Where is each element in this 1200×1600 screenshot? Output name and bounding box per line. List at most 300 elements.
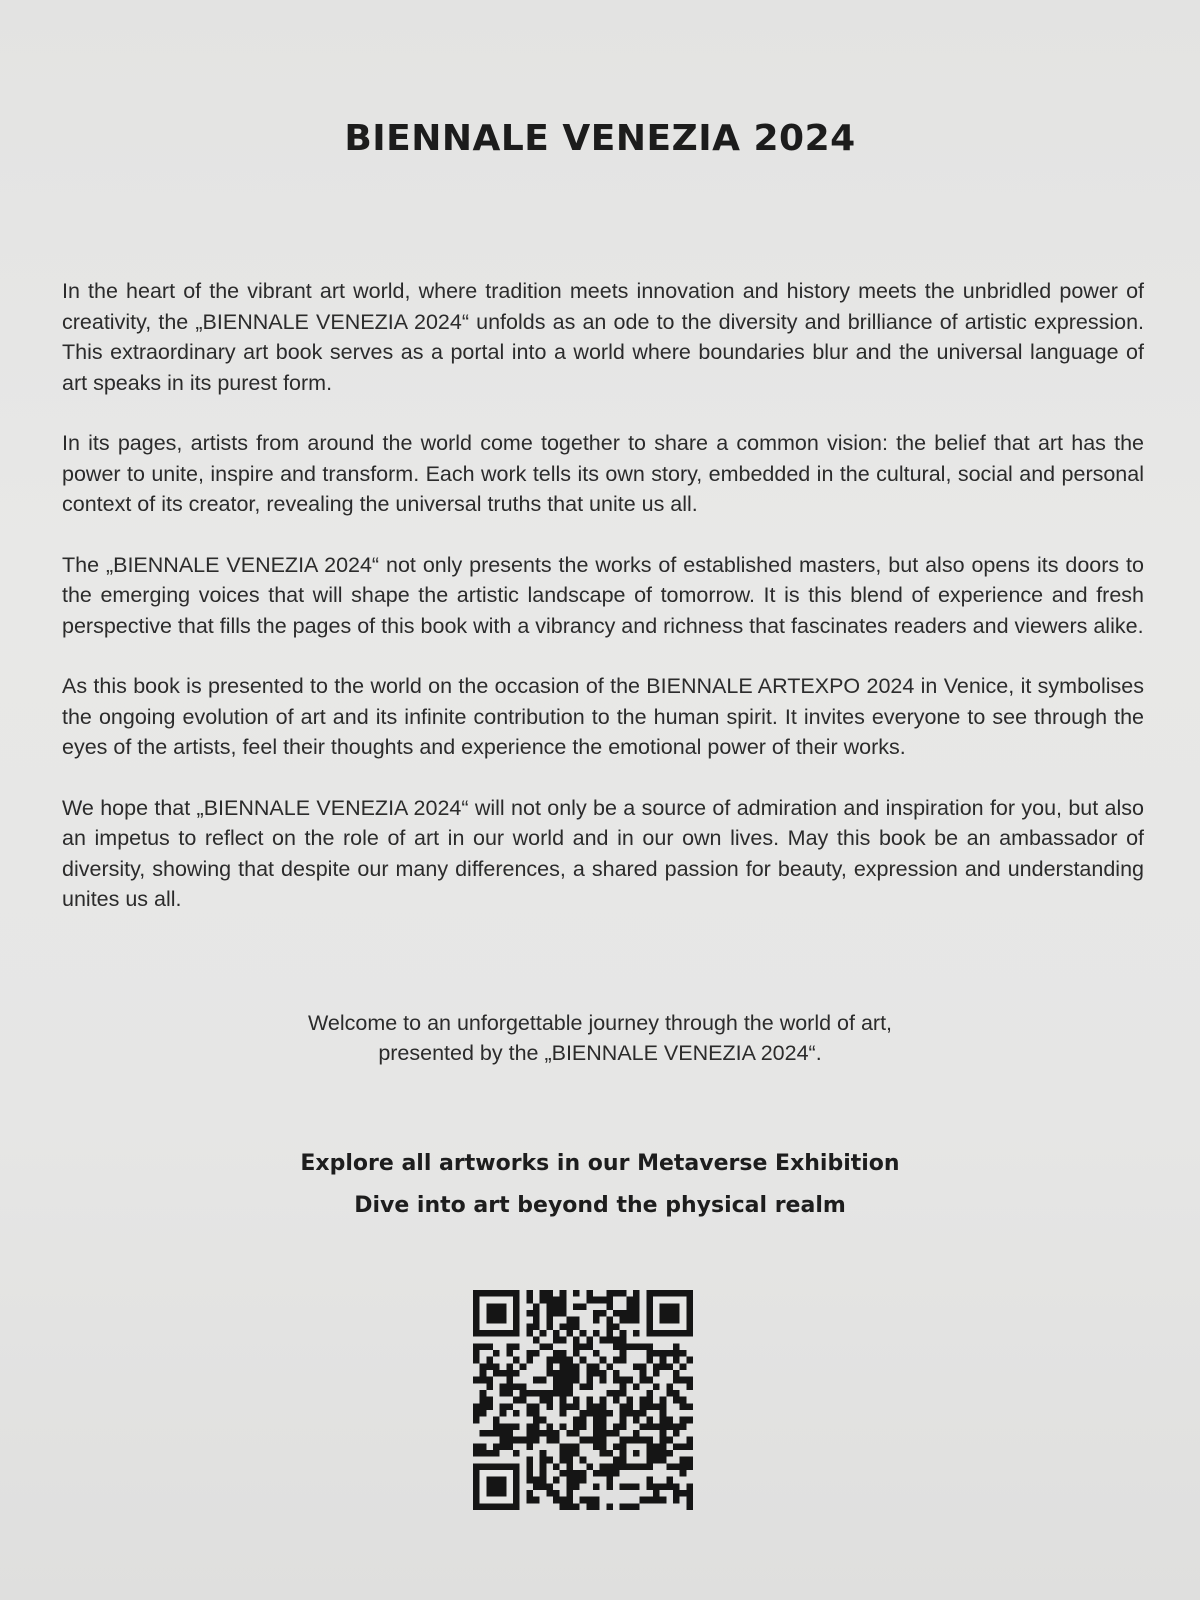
qr-module xyxy=(540,1290,547,1297)
qr-module xyxy=(640,1497,647,1504)
qr-module xyxy=(600,1417,607,1424)
qr-module xyxy=(480,1450,487,1457)
qr-module xyxy=(520,1363,527,1370)
qr-module xyxy=(660,1397,667,1404)
qr-module xyxy=(486,1363,493,1370)
qr-module xyxy=(633,1430,640,1437)
explore-line-2: Dive into art beyond the physical realm xyxy=(354,1193,846,1218)
qr-module xyxy=(606,1450,613,1457)
qr-module xyxy=(493,1443,500,1450)
qr-module xyxy=(653,1490,660,1497)
qr-module xyxy=(586,1363,593,1370)
qr-module xyxy=(486,1303,506,1323)
qr-module xyxy=(566,1317,573,1324)
qr-module xyxy=(626,1297,633,1304)
qr-module xyxy=(646,1483,653,1490)
qr-module xyxy=(673,1490,680,1497)
qr-module xyxy=(673,1357,680,1364)
qr-module xyxy=(533,1350,540,1357)
qr-module xyxy=(586,1410,593,1417)
qr-module xyxy=(593,1470,600,1477)
qr-module xyxy=(493,1417,500,1424)
qr-module xyxy=(573,1430,580,1437)
qr-module xyxy=(586,1297,593,1304)
paragraph-artists: In its pages, artists from around the world come together to share a common vision: the belief that art has the power to unite, inspire and transform. Each work tells its own story, embedded in the cultural, social and personal context of its creator, revealing the universal truths that unite us all. xyxy=(62,431,1144,516)
qr-module xyxy=(546,1483,553,1490)
qr-module xyxy=(500,1430,507,1437)
qr-module xyxy=(533,1377,540,1384)
qr-module xyxy=(686,1457,693,1464)
qr-module xyxy=(506,1350,513,1357)
qr-module xyxy=(666,1437,673,1444)
qr-module xyxy=(573,1503,580,1510)
qr-module xyxy=(600,1297,607,1304)
qr-module xyxy=(493,1370,500,1377)
qr-module xyxy=(566,1383,573,1390)
qr-module xyxy=(620,1417,627,1424)
qr-module xyxy=(546,1357,553,1364)
qr-module xyxy=(640,1463,647,1470)
qr-module xyxy=(473,1357,480,1364)
qr-module xyxy=(660,1483,667,1490)
qr-module xyxy=(646,1350,653,1357)
qr-module xyxy=(573,1397,580,1404)
qr-module xyxy=(673,1423,680,1430)
qr-module xyxy=(686,1403,693,1410)
qr-module xyxy=(560,1443,567,1450)
qr-module xyxy=(666,1423,673,1430)
qr-module xyxy=(526,1430,533,1437)
qr-module xyxy=(573,1303,580,1310)
qr-module xyxy=(486,1343,493,1350)
qr-module xyxy=(686,1383,693,1390)
qr-module xyxy=(566,1477,573,1484)
qr-module xyxy=(673,1370,680,1377)
qr-module xyxy=(586,1497,593,1504)
qr-module xyxy=(613,1290,620,1297)
qr-module xyxy=(560,1470,567,1477)
qr-module xyxy=(586,1343,593,1350)
qr-module xyxy=(560,1397,567,1404)
qr-module xyxy=(660,1350,667,1357)
qr-module xyxy=(606,1323,613,1330)
qr-module xyxy=(500,1437,507,1444)
qr-module xyxy=(573,1417,580,1424)
qr-module xyxy=(506,1443,513,1450)
qr-module xyxy=(500,1410,507,1417)
qr-module xyxy=(593,1483,600,1490)
qr-module xyxy=(633,1503,640,1510)
qr-module xyxy=(566,1503,573,1510)
qr-module xyxy=(620,1290,627,1297)
qr-module xyxy=(653,1403,660,1410)
qr-module xyxy=(640,1423,647,1430)
qr-module xyxy=(480,1410,487,1417)
qr-module xyxy=(593,1330,600,1337)
qr-module xyxy=(573,1317,580,1324)
qr-module xyxy=(513,1450,520,1457)
qr-module xyxy=(526,1330,533,1337)
qr-module xyxy=(506,1343,513,1350)
qr-module xyxy=(553,1350,560,1357)
qr-module xyxy=(613,1470,620,1477)
qr-module xyxy=(680,1363,687,1370)
qr-module xyxy=(620,1390,627,1397)
qr-module xyxy=(533,1310,540,1317)
qr-module xyxy=(680,1423,687,1430)
qr-module xyxy=(653,1383,660,1390)
qr-module xyxy=(666,1363,673,1370)
qr-module xyxy=(600,1370,607,1377)
qr-module xyxy=(593,1363,600,1370)
qr-module xyxy=(573,1423,580,1430)
qr-module xyxy=(506,1377,513,1384)
qr-module xyxy=(573,1470,580,1477)
qr-module xyxy=(546,1423,553,1430)
qr-module xyxy=(580,1330,587,1337)
qr-module xyxy=(486,1377,493,1384)
qr-module xyxy=(660,1457,667,1464)
qr-module xyxy=(633,1437,640,1444)
qr-module xyxy=(560,1363,567,1370)
qr-module xyxy=(573,1290,580,1297)
qr-module xyxy=(673,1497,680,1504)
qr-module xyxy=(680,1377,687,1384)
qr-module xyxy=(553,1390,560,1397)
qr-module xyxy=(540,1397,547,1404)
qr-module xyxy=(660,1450,667,1457)
qr-module xyxy=(606,1337,613,1344)
qr-module xyxy=(560,1423,567,1430)
qr-module xyxy=(560,1377,567,1384)
qr-module xyxy=(593,1297,600,1304)
qr-module xyxy=(500,1443,507,1450)
qr-module xyxy=(573,1483,580,1490)
qr-module xyxy=(640,1343,647,1350)
qr-module xyxy=(506,1437,513,1444)
qr-module xyxy=(673,1483,680,1490)
qr-module xyxy=(506,1370,513,1377)
qr-module xyxy=(513,1343,520,1350)
paragraph-hope: We hope that „BIENNALE VENEZIA 2024“ will not only be a source of admiration and inspiration for you, but also an impetus to reflect on the role of art in our world and in our own lives. May this book be an ambassador of diversity, showing that despite our many differences, a shared passion for beauty, expression and understanding unites us all. xyxy=(62,795,1144,911)
qr-module xyxy=(646,1443,653,1450)
qr-module xyxy=(546,1403,553,1410)
metaverse-callout xyxy=(0,1143,1200,1227)
explore-line-1: Explore all artworks in our Metaverse Exhibition xyxy=(300,1151,900,1176)
qr-module xyxy=(640,1437,647,1444)
qr-module xyxy=(553,1383,560,1390)
qr-module xyxy=(540,1417,547,1424)
qr-module xyxy=(573,1337,580,1344)
qr-module xyxy=(653,1443,660,1450)
qr-module xyxy=(606,1410,613,1417)
qr-module xyxy=(653,1483,660,1490)
qr-module xyxy=(633,1310,640,1317)
qr-module xyxy=(560,1503,567,1510)
qr-module xyxy=(673,1343,680,1350)
qr-module xyxy=(586,1437,593,1444)
qr-module xyxy=(613,1337,620,1344)
qr-module xyxy=(686,1490,693,1497)
qr-module xyxy=(540,1470,547,1477)
qr-module xyxy=(666,1463,673,1470)
qr-module xyxy=(633,1410,640,1417)
qr-module xyxy=(600,1463,607,1470)
qr-module xyxy=(560,1370,567,1377)
qr-module xyxy=(646,1463,653,1470)
qr-module xyxy=(626,1463,633,1470)
qr-module xyxy=(653,1370,660,1377)
qr-module xyxy=(646,1417,653,1424)
qr-module xyxy=(546,1317,553,1324)
qr-module xyxy=(560,1310,567,1317)
qr-module xyxy=(646,1357,653,1364)
qr-module xyxy=(526,1463,533,1470)
qr-module xyxy=(566,1470,573,1477)
qr-module xyxy=(480,1430,487,1437)
qr-module xyxy=(613,1443,620,1450)
qr-module xyxy=(646,1390,653,1397)
qr-module xyxy=(620,1423,627,1430)
qr-module xyxy=(600,1397,607,1404)
qr-module xyxy=(680,1417,687,1424)
qr-module xyxy=(566,1497,573,1504)
qr-module xyxy=(500,1403,507,1410)
qr-module xyxy=(626,1377,633,1384)
qr-module xyxy=(686,1443,693,1450)
qr-module xyxy=(613,1457,620,1464)
qr-module xyxy=(640,1410,647,1417)
qr-module xyxy=(533,1410,540,1417)
qr-module xyxy=(573,1477,580,1484)
qr-module xyxy=(566,1370,573,1377)
qr-module xyxy=(560,1290,567,1297)
qr-module xyxy=(600,1410,607,1417)
qr-module xyxy=(553,1490,560,1497)
qr-module xyxy=(673,1443,680,1450)
qr-module xyxy=(566,1490,573,1497)
qr-module xyxy=(646,1457,653,1464)
qr-module xyxy=(486,1383,493,1390)
qr-module xyxy=(533,1403,540,1410)
qr-module xyxy=(553,1463,560,1470)
qr-module xyxy=(560,1403,567,1410)
qr-module xyxy=(566,1357,573,1364)
qr-module xyxy=(593,1430,600,1437)
qr-module xyxy=(660,1437,667,1444)
qr-module xyxy=(540,1430,547,1437)
qr-module xyxy=(680,1490,687,1497)
qr-module xyxy=(506,1383,513,1390)
qr-module xyxy=(600,1337,607,1344)
qr-module xyxy=(600,1470,607,1477)
qr-module xyxy=(626,1397,633,1404)
qr-module xyxy=(526,1290,533,1297)
qr-module xyxy=(673,1390,680,1397)
qr-module xyxy=(580,1303,587,1310)
qr-module xyxy=(640,1363,647,1370)
qr-module xyxy=(473,1350,480,1357)
qr-module xyxy=(566,1443,573,1450)
welcome-line-1: Welcome to an unforgettable journey through the world of art, xyxy=(307,1011,893,1035)
qr-module xyxy=(533,1437,540,1444)
qr-module xyxy=(686,1483,693,1490)
qr-module xyxy=(620,1330,627,1337)
qr-code-icon[interactable] xyxy=(473,1290,693,1510)
qr-module xyxy=(520,1390,527,1397)
qr-module xyxy=(620,1343,627,1350)
qr-module xyxy=(546,1290,553,1297)
qr-module xyxy=(546,1323,553,1330)
qr-module xyxy=(553,1377,560,1384)
qr-module xyxy=(606,1390,613,1397)
qr-module xyxy=(546,1437,553,1444)
qr-module xyxy=(600,1423,607,1430)
qr-module xyxy=(480,1370,487,1377)
qr-module xyxy=(660,1430,667,1437)
qr-module xyxy=(646,1397,653,1404)
qr-module xyxy=(620,1483,627,1490)
qr-module xyxy=(633,1297,640,1304)
qr-module xyxy=(593,1497,600,1504)
qr-module xyxy=(673,1463,680,1470)
qr-module xyxy=(653,1497,660,1504)
qr-module xyxy=(660,1497,667,1504)
qr-module xyxy=(666,1350,673,1357)
qr-module xyxy=(660,1403,667,1410)
qr-module xyxy=(573,1363,580,1370)
qr-module xyxy=(500,1370,507,1377)
qr-module xyxy=(526,1437,533,1444)
qr-module xyxy=(686,1377,693,1384)
qr-module xyxy=(480,1363,487,1370)
qr-module xyxy=(473,1450,480,1457)
qr-module xyxy=(633,1383,640,1390)
qr-module xyxy=(540,1457,547,1464)
qr-module xyxy=(633,1290,640,1297)
qr-module xyxy=(573,1370,580,1377)
qr-module xyxy=(560,1323,567,1330)
qr-module xyxy=(566,1390,573,1397)
qr-module xyxy=(486,1477,506,1497)
qr-module xyxy=(473,1417,480,1424)
qr-module xyxy=(580,1423,587,1430)
qr-module xyxy=(526,1310,533,1317)
qr-module xyxy=(560,1383,567,1390)
qr-module xyxy=(586,1503,593,1510)
qr-module xyxy=(666,1417,673,1424)
qr-module xyxy=(653,1350,660,1357)
qr-module xyxy=(640,1377,647,1384)
qr-module xyxy=(593,1403,600,1410)
qr-module xyxy=(573,1450,580,1457)
qr-module xyxy=(520,1437,527,1444)
qr-module xyxy=(593,1350,600,1357)
qr-module xyxy=(526,1457,533,1464)
qr-module xyxy=(606,1430,613,1437)
qr-module xyxy=(533,1497,540,1504)
qr-module xyxy=(473,1377,480,1384)
qr-module xyxy=(526,1350,533,1357)
qr-module xyxy=(673,1377,680,1384)
qr-module xyxy=(566,1330,573,1337)
qr-module xyxy=(640,1403,647,1410)
qr-module xyxy=(513,1370,520,1377)
qr-module xyxy=(626,1303,633,1310)
qr-module xyxy=(620,1350,627,1357)
qr-module xyxy=(566,1450,573,1457)
qr-module xyxy=(613,1423,620,1430)
qr-module xyxy=(680,1397,687,1404)
qr-module xyxy=(620,1457,627,1464)
qr-module xyxy=(620,1437,627,1444)
qr-module xyxy=(613,1397,620,1404)
qr-module xyxy=(526,1477,533,1484)
qr-module xyxy=(600,1357,607,1364)
qr-module xyxy=(560,1357,567,1364)
qr-module xyxy=(573,1403,580,1410)
body-text xyxy=(62,276,1144,945)
qr-module xyxy=(633,1483,640,1490)
qr-module xyxy=(580,1410,587,1417)
qr-module xyxy=(506,1363,513,1370)
qr-module xyxy=(580,1437,587,1444)
qr-module xyxy=(500,1390,507,1397)
qr-module xyxy=(653,1457,660,1464)
qr-module xyxy=(620,1443,627,1450)
qr-module xyxy=(513,1383,520,1390)
qr-module xyxy=(606,1477,613,1484)
qr-module xyxy=(586,1290,593,1297)
qr-module xyxy=(620,1463,627,1470)
qr-module xyxy=(686,1417,693,1424)
qr-module xyxy=(666,1383,673,1390)
paragraph-masters: The „BIENNALE VENEZIA 2024“ not only presents the works of established masters, but also opens its doors to the emerging voices that will shape the artistic landscape of tomorrow. It is this blend of experience and fresh perspective that fills the pages of this book with a vibrancy and richness that fascinates readers and viewers alike. xyxy=(62,552,1144,638)
qr-module xyxy=(686,1463,693,1470)
qr-module xyxy=(573,1350,580,1357)
qr-module xyxy=(480,1343,487,1350)
qr-module xyxy=(626,1437,633,1444)
qr-module xyxy=(553,1370,560,1377)
qr-module xyxy=(686,1503,693,1510)
qr-module xyxy=(593,1423,600,1430)
qr-module xyxy=(620,1410,627,1417)
qr-module xyxy=(606,1317,613,1324)
qr-module xyxy=(506,1390,513,1397)
qr-module xyxy=(500,1423,507,1430)
qr-module xyxy=(600,1310,607,1317)
qr-module xyxy=(593,1370,600,1377)
qr-module xyxy=(566,1323,573,1330)
qr-module xyxy=(606,1330,613,1337)
qr-module xyxy=(606,1303,613,1310)
qr-module xyxy=(473,1343,480,1350)
qr-module xyxy=(566,1363,573,1370)
qr-module xyxy=(526,1470,533,1477)
qr-module xyxy=(546,1490,553,1497)
qr-module xyxy=(560,1390,567,1397)
qr-module xyxy=(540,1343,547,1350)
qr-module xyxy=(533,1477,540,1484)
qr-module xyxy=(546,1430,553,1437)
qr-module xyxy=(666,1390,673,1397)
qr-module xyxy=(493,1423,500,1430)
qr-module xyxy=(646,1437,653,1444)
qr-module xyxy=(646,1343,653,1350)
qr-module xyxy=(593,1443,600,1450)
qr-module xyxy=(553,1437,560,1444)
qr-module xyxy=(613,1390,620,1397)
